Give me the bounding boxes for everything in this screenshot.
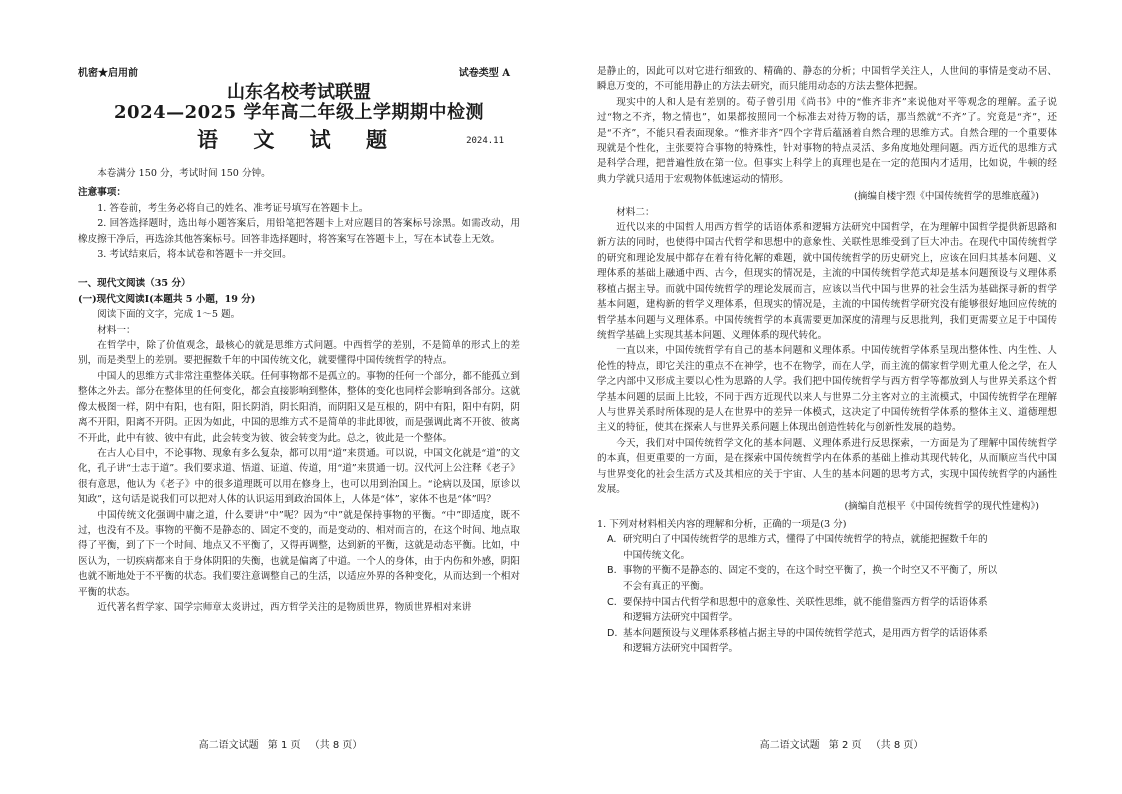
option-label: C. (607, 596, 617, 608)
footer-title: 高二语文试题 (759, 740, 820, 751)
question-1-stem: 1. 下列对材料相关内容的理解和分析，正确的一项是(3 分) (597, 518, 847, 530)
footer-title: 高二语文试题 (198, 740, 259, 751)
question-1-option-d (597, 626, 1057, 642)
page-2-content (597, 64, 1057, 657)
notice-item-3: 3. 考试结束后，将本试卷和答题卡一并交回。 (97, 249, 292, 261)
material-2-paragraph: 一直以来，中国传统哲学有自己的基本问题和义理体系。中国传统哲学体系呈现出整体性、内生性、人伦性的特点，即它关注的重点不在神学，也不在物学，而在人学，而主流的儒家哲学则尤重人伦之学，在人学之内部中又形成主要以心性为思路的人学。我们把中国传统哲学与西方哲学等都放到人与世界关系这个哲学基本问题的层面上比较，不同于西方近现代以来人与世界二分主客对立的主流模式，中国传统哲学在理解人与世界关系时所体现的是人在世界中的差异一体模式，这决定了中国传统哲学体系的整体主义、道德理想主义的特征，使其在探索人与世界关系问题上体现出创造性转化与创新性发展的趋势。 (597, 345, 1057, 434)
reading-instruction: 阅读下面的文字，完成 1～5 题。 (97, 309, 241, 321)
option-text: 基本问题预设与义理体系移植占据主导的中国传统哲学范式，是用西方哲学的话语体系 (623, 627, 988, 639)
option-label: A. (607, 534, 617, 546)
exam-organization: 山东名校考试联盟 (227, 82, 371, 103)
material-1-paragraph: 中国人的思维方式非常注重整体关联。任何事物都不是孤立的。事物的任何一个部分，都不能孤立到整体之外去。部分在整体里的任何变化，都会直接影响到整体，整体的变化也同样会影响到各部分。这就像太极图一样，阴中有阳，也有阳，阳长阴消，阴长阳消，而阴阳又是互根的，阴中有阳，阳中有阴，阴离不开阳，阳离不开阴。正因为如此，中国的思维方式不是简单的非此即彼，而是强调此离不开彼、彼离不开此，此中有彼、彼中有此，此会转变为彼、彼会转变为此。总之，彼此是一个整体。 (78, 370, 520, 444)
exam-date: 2024.11 (466, 136, 504, 146)
footer-total-pages: （共 8 页） (309, 740, 363, 751)
material-2-paragraph: 近代以来的中国哲人用西方哲学的话语体系和逻辑方法研究中国哲学，在为理解中国哲学提供新思路和新方法的同时，也使得中国古代哲学和思想中的意象性、关联性思维受到了巨大冲击。在现代中国传统哲学的研究和理论发展中都存在着有待化解的难题，就中国传统哲学的历史研究上，应该在回归其基本问题、义理体系的基础上融通中西、古今，但现实的情况是，主流的中国传统哲学范式却是基本问题预设与义理体系移植占据主导。而就中国传统哲学的理论发展而言，应该以当代中国与世界的社会生活为基础探寻新的哲学基本问题，建构新的哲学义理体系，但现实的情况是，主流的中国传统哲学研究没有能够很好地回应传统的哲学基本问题与义理体系。中国传统哲学的本真需要更加深度的清理与反思批判，我们更需要立足于中国传统哲学基础上实现其基本问题、义理体系的现代转化。 (597, 222, 1057, 341)
material-1-paragraph: 中国传统文化强调中庸之道，什么要讲“中”呢？因为“中”就是保持事物的平衡。“中”即适度，既不过，也没有不及。事物的平衡不是静态的、固定不变的，而是变动的、相对而言的，在这个时间、地点取得了平衡，到了下一个时间、地点又不平衡了，又得再调整，达到新的平衡，这就是动态平衡。比如，中医认为，一切疾病都来自于身体阴阳的失衡，也就是偏离了中道。一个人的身体，由于内伤和外感，阴阳也就不断地处于不平衡的状态。我们要注意调整自己的生活，以适应外界的各种变化，从而达到一个相对平衡的状态。 (78, 509, 520, 598)
subject-row (78, 124, 520, 154)
paper-type: 试卷类型 A (458, 68, 510, 79)
notice-heading: 注意事项： (78, 187, 126, 199)
question-1-option-a (597, 532, 1057, 548)
option-label: D. (607, 627, 618, 639)
material-2-label: 材料二： (616, 206, 655, 218)
material-1-paragraph: 在古人心目中，不论事物、现象有多么复杂，都可以用“道”来贯通。可以说，中国文化就是“道”的文化，孔子讲“士志于道”。我们要求道、悟道、证道、传道，用“道”来贯通一切。汉代河上公注释《老子》很有意思，他认为《老子》中的很多道理既可以用在修身上，也可以用到治国上。“论病以及国，原诊以知政”，这句话是说我们可以把对人体的认识运用到政治国体上，人体是“体”，家体不也是“体”吗？ (78, 447, 520, 506)
exam-title: 2024—2025 学年高二年级上学期期中检测 (114, 102, 484, 123)
option-text: 事物的平衡不是静态的、固定不变的，在这个时空平衡了，换一个时空又不平衡了，所以 (623, 565, 998, 577)
question-1-option-c (597, 595, 1057, 611)
subject-title: 语 文 试 题 (197, 127, 401, 152)
material-2-source: (摘编自范根平《中国传统哲学的现代性建构》) (844, 501, 1039, 513)
material-1-label: 材料一： (97, 324, 136, 336)
footer-page-number: 第 1 页 (267, 740, 301, 751)
material-1-source: (摘编自楼宇烈《中国传统哲学的思维底蕴》) (854, 191, 1039, 203)
material-2-paragraph: 今天，我们对中国传统哲学文化的基本问题、义理体系进行反思探索，一方面是为了理解中国传统哲学的本真，但更重要的一方面，是在探索中国传统哲学内在体系的基础上推动其现代转化，从而顺应当代中国与世界变化的社会生活方式及其相应的关于宇宙、人生的基本问题的思考方式，实现中国传统哲学的内涵性发展。 (597, 437, 1057, 495)
option-text-continued: 和逻辑方法研究中国哲学。 (623, 643, 739, 655)
subsection-heading: (一)现代文阅读Ⅰ(本题共 5 小题，19 分) (78, 293, 256, 305)
confidential-mark: 机密★启用前 (78, 68, 138, 79)
notice-item-1: 1. 答卷前，考生务必将自己的姓名、准考证号填写在答题卡上。 (97, 202, 369, 214)
section-heading: 一、现代文阅读（35 分） (78, 278, 191, 290)
score-time-intro: 本卷满分 150 分，考试时间 150 分钟。 (97, 168, 271, 179)
option-text-continued: 不会有真正的平衡。 (623, 580, 710, 592)
material-1-paragraph: 近代著名哲学家、国学宗师章太炎讲过，西方哲学关注的是物质世界，物质世界相对来讲 (97, 601, 472, 613)
footer-page-number: 第 2 页 (828, 740, 862, 751)
option-text-continued: 中国传统文化。 (623, 549, 691, 561)
material-1-paragraph: 是静止的，因此可以对它进行细致的、精确的、静态的分析；中国哲学关注人，人世间的事情是变动不居、瞬息万变的，不可能用静止的方法去研究，而只能用动态的方法去整体把握。 (597, 66, 1057, 93)
page-footer (561, 736, 1122, 751)
page-1-content (78, 58, 520, 615)
option-text-continued: 和逻辑方法研究中国哲学。 (623, 612, 739, 624)
question-1-option-b (597, 563, 1057, 579)
material-1-paragraph: 在哲学中，除了价值观念，最核心的就是思维方式问题。中西哲学的差别，不是简单的形式上的差别，而是类型上的差别。要把握数千年的中国传统文化，就要懂得中国传统哲学的特点。 (78, 340, 520, 367)
option-label: B. (607, 565, 617, 577)
option-text: 研究明白了中国传统哲学的思维方式，懂得了中国传统哲学的特点，就能把握数千年的 (623, 534, 988, 546)
material-1-paragraph: 现实中的人和人是有差别的。荀子曾引用《尚书》中的“惟齐非齐”来说他对平等观念的理解。孟子说过“物之不齐，物之情也”，如果都按照同一个标准去对待万物的话，那当然就“不齐”了。究竟是“齐”，还是“不齐”，不能只看表面现象。“惟齐非齐”四个字背后蕴涵着自然合理的思维方式。自然合理的一个重要体现就是个性化，主张要符合事物的特殊性，针对事物的特点灵活、多角度地处理问题。西方近代的思维方式是科学合理，把普遍性放在第一位。但事实上科学上的真理也是在一定的范围内才适用，比如说，牛顿的经典力学就只适用于宏观物体低速运动的情形。 (597, 96, 1057, 185)
page-header (78, 58, 520, 103)
option-text: 要保持中国古代哲学和思想中的意象性、关联性思维，就不能借鉴西方哲学的话语体系 (623, 596, 988, 608)
footer-total-pages: （共 8 页） (870, 740, 924, 751)
exam-page-2 (561, 0, 1122, 794)
page-footer (0, 736, 561, 751)
notice-item-2: 2. 回答选择题时，选出每小题答案后，用铅笔把答题卡上对应题目的答案标号涂黑。如需改动，用橡皮擦干净后，再选涂其他答案标号。回答非选择题时，将答案写在答题卡上，写在本试卷上无效。 (78, 218, 520, 245)
